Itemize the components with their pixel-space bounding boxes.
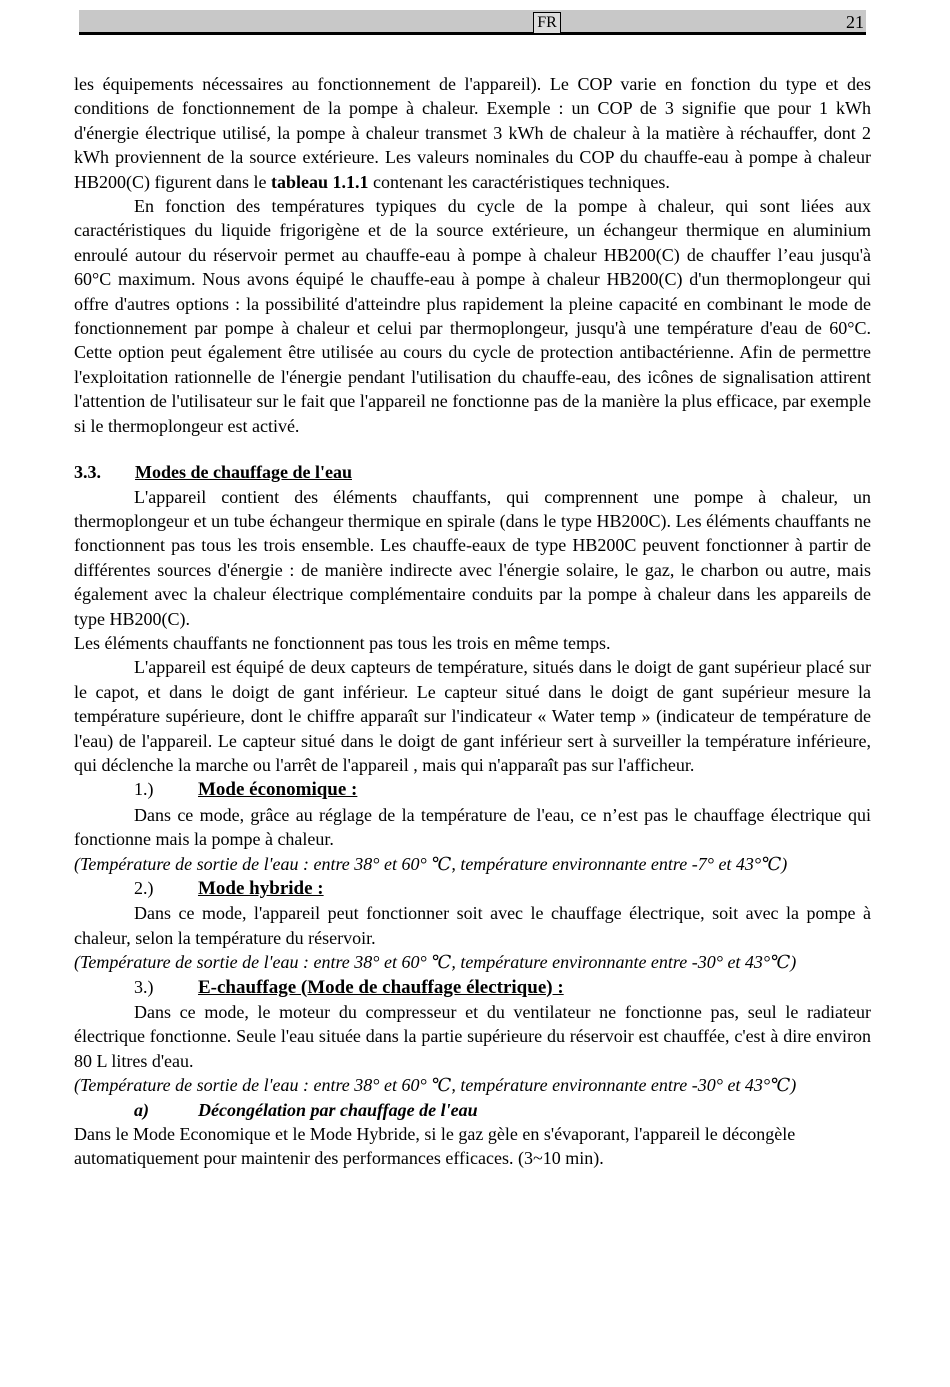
section-paragraph-3: L'appareil est équipé de deux capteurs de température, situés dans le doigt de gant supérieur placé sur le capot, et dans le doigt de gant inférieur. Le capteur situé dans le doigt de gant supérieur mesure la température supérieure, dont le chiffre apparaît sur l'indicateur « Water temp » (indicateur de température de l'eau) de l'appareil. Le capteur situé dans le doigt de gant inférieur sert à surveiller la température inférieure, qui déclenche la marche ou l'arrêt de l'appareil , mais qui n'apparaît pas sur l'afficheur. (74, 657, 871, 775)
mode-temperature-note: (Température de sortie de l'eau : entre 38° et 60° ℃, température environnante entre -30° et 43°℃) (74, 1075, 797, 1096)
mode-title: Mode hybride : (198, 878, 324, 899)
mode-heading-economique (74, 777, 871, 802)
page-body (74, 72, 871, 1171)
mode-description: Dans ce mode, l'appareil peut fonctionner soit avec le chauffage électrique, soit avec la pompe à chaleur, selon la température du réservoir. (74, 903, 871, 948)
mode-heading-e-chauffage (74, 975, 871, 1000)
mode-description: Dans ce mode, grâce au réglage de la température de l'eau, ce n’est pas le chauffage électrique qui fonctionne mais la pompe à chaleur. (74, 804, 871, 850)
page-number: 21 (846, 12, 864, 32)
mode-temperature-note: (Température de sortie de l'eau : entre 38° et 60° ℃, température environnante entre -7° et 43°℃) (74, 853, 788, 874)
mode-title: Mode économique : (198, 779, 358, 801)
mode-number: 3.) (134, 976, 154, 997)
mode-number: 2.) (134, 878, 154, 898)
defrost-title: Décongélation par chauffage de l'eau (198, 1099, 478, 1120)
section-paragraph-2: Les éléments chauffants ne fonctionnent pas tous les trois en même temps. (74, 632, 611, 653)
defrost-heading (74, 1098, 871, 1122)
defrost-number: a) (134, 1099, 149, 1120)
section-paragraph-1: L'appareil contient des éléments chauffants, qui comprennent une pompe à chaleur, un thermoplongeur et un tube échangeur thermique en spirale (dans le type HB200C). Les éléments chauffants ne fonctionnent pas tous les trois ensemble. Les chauffe-eaux de type HB200C peuvent fonctionner à partir de différentes sources d'énergie : de manière indirecte avec l'énergie solaire, le gaz, le charbon ou autre, mais également avec la chaleur électrique complémentaire conduits par la pompe à chaleur dans les appareils de type HB200(C). (74, 486, 871, 629)
section-number: 3.3. (74, 462, 101, 483)
intro-paragraph-1: les équipements nécessaires au fonctionnement de l'appareil). Le COP varie en fonction du type et des conditions de fonctionnement de la pompe à chaleur. Exemple : un COP de 3 signifie que pour 1 kWh d'énergie électrique utilisé, la pompe à chaleur transmet 3 kWh de chaleur à la matière à réchauffer, dont 2 kWh proviennent de la source extérieure. Les valeurs nominales du COP du chauffe-eau à pompe à chaleur HB200(C) figurent dans le tableau 1.1.1 contenant les caractéristiques techniques. (74, 74, 871, 192)
section-heading (74, 460, 871, 484)
mode-heading-hybride (74, 876, 871, 901)
mode-temperature-note: (Température de sortie de l'eau : entre 38° et 60° ℃, température environnante entre -30° et 43°℃) (74, 952, 797, 973)
mode-description: Dans ce mode, le moteur du compresseur et du ventilateur ne fonctionne pas, seul le radiateur électrique fonctionne. Seule l'eau située dans la partie supérieure du réservoir est chauffée, c'est à dire environ 80 L litres d'eau. (74, 1002, 871, 1071)
mode-number: 1.) (134, 779, 154, 800)
language-label: FR (533, 12, 561, 34)
intro-paragraph-2: En fonction des températures typiques du cycle de la pompe à chaleur, qui sont liées aux caractéristiques du liquide frigorigène et de la source extérieure, un échangeur thermique en aluminium enroulé autour du réservoir permet au chauffe-eau à pompe à chaleur HB200(C) de chauffer l’eau jusqu'à 60°C maximum. Nous avons équipé le chauffe-eau à pompe à chaleur HB200(C) d'un thermoplongeur qui offre d'autres options : la possibilité d'atteindre plus rapidement la pleine capacité en combinant le mode de fonctionnement par pompe à chaleur et celui par thermoplongeur, jusqu'à une température d'eau de 60°C. Cette option peut également être utilisée au cours du cycle de protection antibactérienne. Afin de permettre l'exploitation rationnelle de l'énergie pendant l'utilisation du chauffe-eau, des icônes de signalisation attirent l'attention de l'utilisateur sur le fait que l'appareil ne fonctionne pas de la manière la plus efficace, par exemple si le thermoplongeur est activé. (74, 196, 871, 436)
mode-title: E-chauffage (Mode de chauffage électrique) : (198, 976, 564, 998)
page-header-bar (79, 10, 866, 35)
defrost-paragraph: Dans le Mode Economique et le Mode Hybride, si le gaz gèle en s'évaporant, l'appareil le décongèle automatiquement pour maintenir des performances efficaces. (3~10 min). (74, 1124, 796, 1169)
section-title: Modes de chauffage de l'eau (135, 462, 352, 483)
